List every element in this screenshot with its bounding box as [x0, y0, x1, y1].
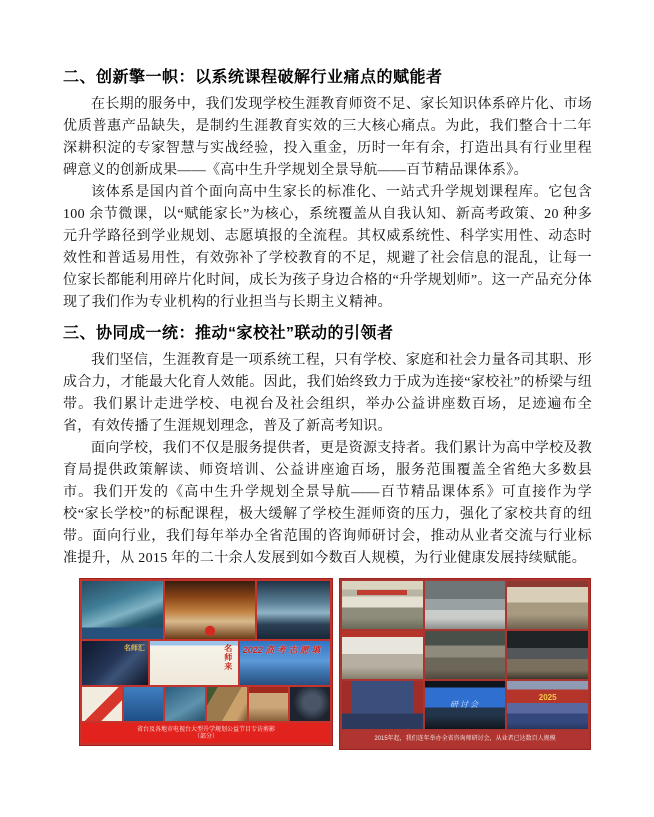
media-collage-row-3 — [82, 687, 330, 721]
media-collage-caption — [82, 723, 330, 743]
photo-roundtable-studio — [290, 687, 330, 721]
paragraph-pain-points: 在长期的服务中，我们发现学校生涯教育师资不足、家长知识体系碎片化、市场优质普惠产品缺失，是制约生涯教育实效的三大核心痛点。为此，我们整合十二年深耕积淀的专家智慧与实战经验，投入重金，历时一年有余，打造出具有行业里程碑意义的创新成果——《高中生升学规划全景导航——百节精品课体系》。 — [63, 97, 592, 178]
section-heading-innovation: 二、创新擎一帜：以系统课程破解行业痛点的赋能者 — [63, 69, 443, 86]
photo-auditorium-crowd — [425, 631, 506, 679]
photo-newspaper-clipping — [150, 641, 238, 685]
gaokao-2022-overlay-text: 2022 高 考 志 愿 填 — [242, 645, 321, 655]
media-collage-row-1 — [82, 581, 330, 639]
seminar-collage-figure — [339, 578, 591, 750]
photo-meeting-room — [342, 581, 423, 629]
figure-row — [79, 578, 592, 750]
photo-radio-studio-wenzhou — [257, 581, 330, 639]
paragraph-school-industry: 面向学校，我们不仅是服务提供者，更是资源支持者。我们累计为高中学校及教育局提供政策解读、师资培训、公益讲座逾百场，服务范围覆盖全省绝大多数县市。我们开发的《高中生升学规划全景导航——百节精品课体系》可直接作为学校“家长学校”的标配课程，极大缓解了学校生涯师资的压力，强化了家校共育的纽带。面向行业，我们每年举办全省范围的咨询师研讨会，推动从业者交流与行业标准提升，从 2015 年的二十余人发展到如今数百人规模，为行业健康发展持续赋能。 — [63, 441, 592, 566]
photo-training-classroom — [342, 631, 423, 679]
photo-stage-presentation — [425, 681, 506, 729]
seminar-collage-row-2 — [342, 631, 588, 679]
seminar-caption-line: 2015年起，我们连年举办全省咨询师研讨会，从业者已达数百人规模 — [374, 736, 556, 742]
paragraph-home-school-society: 我们坚信，生涯教育是一项系统工程，只有学校、家庭和社会力量各司其职、形成合力，才能最大化育人效能。因此，我们始终致力于成为连接“家校社”的桥梁与纽带。我们累计走进学校、电视台及社会组织，举办公益讲座数百场，足迹遍布全省，有效传播了生涯规划理念，普及了新高考知识。 — [63, 353, 592, 434]
photo-tv-studio-aquarium — [82, 581, 163, 639]
section-innovation — [63, 68, 592, 314]
photo-banquet-meeting — [507, 581, 588, 629]
photo-studio-guest — [165, 687, 205, 721]
section-heading-collaboration: 三、协同成一统：推动“家校社”联动的引领者 — [63, 325, 394, 342]
photo-blue-screen — [124, 687, 164, 721]
photo-desk-interview — [249, 687, 289, 721]
photo-2025-seminar — [507, 681, 588, 729]
seminar-collage-row-3 — [342, 681, 588, 729]
photo-tv-hosts-dark — [82, 641, 148, 685]
newspaper-title-text: 名师来 — [223, 644, 233, 671]
mingshi-overlay-text: 名师汇 — [123, 645, 145, 652]
photo-tv-2022-gaokao — [240, 641, 330, 685]
photo-group-photo — [425, 581, 506, 629]
seminar-screen-text: 研讨会 — [450, 700, 480, 710]
section-collaboration — [63, 324, 592, 570]
media-collage-row-2 — [82, 641, 330, 685]
photo-red-curtain-hall — [342, 681, 423, 729]
photo-office-interview — [207, 687, 247, 721]
seminar-collage-row-1 — [342, 581, 588, 629]
media-collage-figure — [79, 578, 333, 746]
seminar-collage-caption — [342, 731, 588, 747]
banner-2025-text: 2025 — [538, 692, 557, 702]
media-caption-line-2: （部分） — [193, 733, 218, 740]
photo-tv-interview-desk — [165, 581, 255, 639]
paragraph-course-system: 该体系是国内首个面向高中生家长的标准化、一站式升学规划课程库。它包含 100 余节微课，以“赋能家长”为核心，系统覆盖从自我认知、新高考政策、20 种多元升学路径到学业规划、志愿填报的全流程。其权威系统性、科学实用性、动态时效性和普适易用性，有效弥补了学校教育的不足，规避了社会信息的混乱，让每一位家长都能利用碎片化时间，成长为孩子身边合格的“升学规划师”。这一产品充分体现了我们作为专业机构的行业担当与长期主义精神。 — [63, 185, 592, 310]
photo-poster — [82, 687, 122, 721]
media-caption-line-1: 省台及各地市电视台大型升学规划公益节目专访剪影 — [136, 726, 275, 733]
photo-conference-hall — [507, 631, 588, 679]
